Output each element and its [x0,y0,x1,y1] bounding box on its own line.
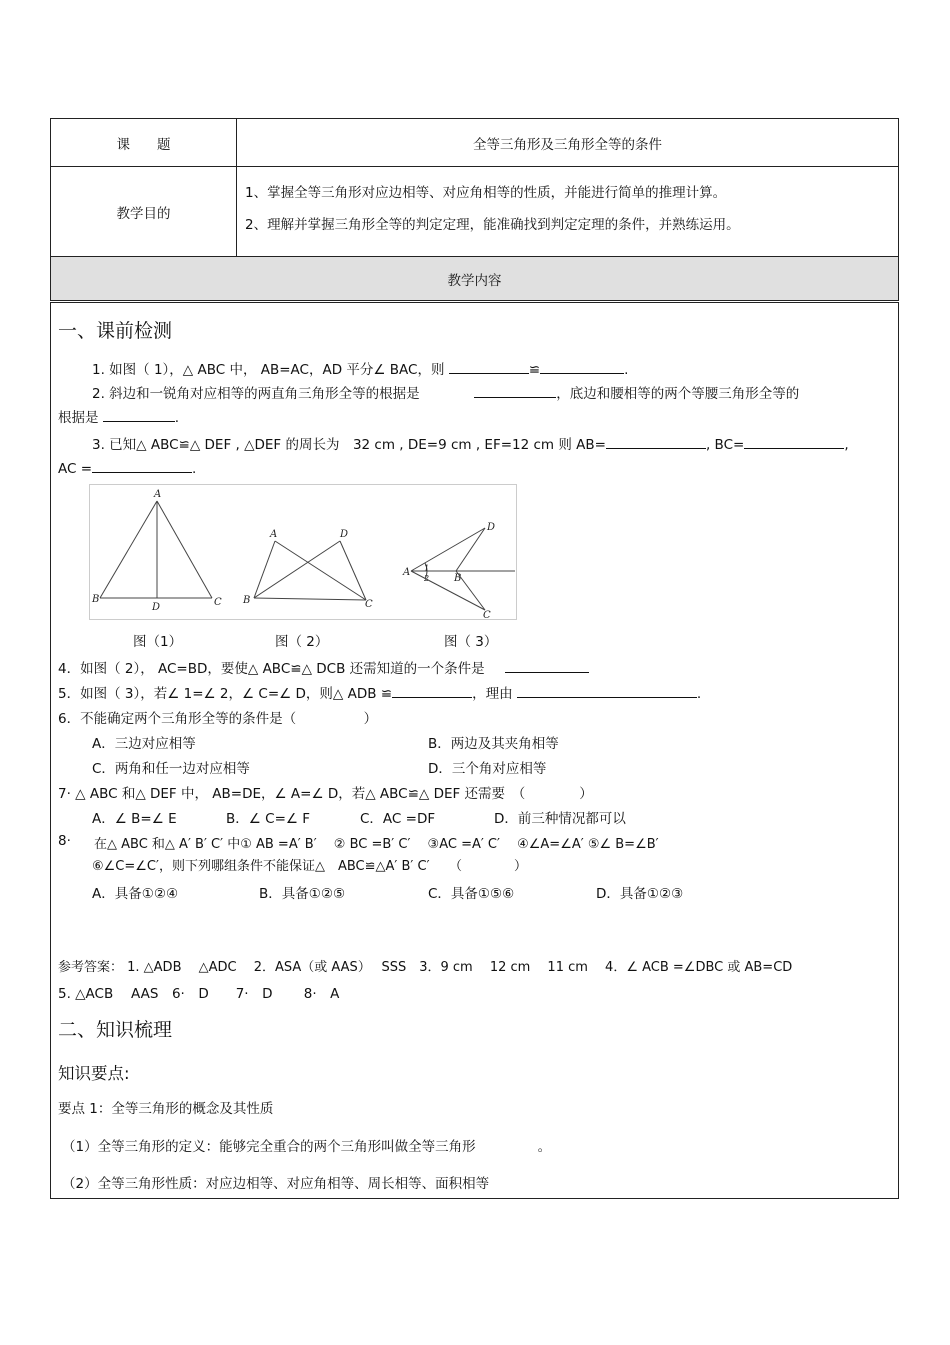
question-2: 2. 斜边和一锐角对应相等的两直角三角形全等的根据是 ，底边和腰相等的两个等腰三角形全等的 [92,386,800,402]
question-6: 6．不能确定两个三角形全等的条件是（ ） [58,711,378,727]
answer-blank [540,360,624,374]
q8-number: 8· [58,833,71,849]
answer-key-line-2: 5. △ACB AAS 6· D 7· D 8· A [58,986,340,1002]
topic-value: 全等三角形及三角形全等的条件 [237,119,899,167]
fig3-label-d: D [487,522,496,533]
goal-list [237,167,899,257]
fig3-label-2: 2 [424,574,430,583]
question-2-cont: 根据是 . [58,410,180,426]
geometry-figures [90,485,517,620]
q7-option-b: B．∠ C=∠ F [226,811,311,827]
section1-title: 一、课前检测 [58,320,173,342]
q8-option-b: B．具备①②⑤ [259,886,346,902]
topic-label: 课 题 [51,119,237,167]
q8-option-c: C．具备①⑤⑥ [428,886,515,902]
figures-box [89,484,517,620]
q8-option-d: D．具备①②③ [596,886,684,902]
q8-option-a: A．具备①②④ [92,886,179,902]
goal-item: 1、掌握全等三角形对应边相等、对应角相等的性质，并能进行简单的推理计算。 [245,184,727,201]
fig1-label-a: A [154,489,162,500]
question-8: 在△ ABC 和△ A′ B′ C′ 中① AB =A′ B′ ② BC =B′ C′ ③AC =A′ C′ ④∠A=∠A′ ⑤∠ B=∠B′ [94,837,659,852]
answer-blank [474,384,556,398]
figure-1 [100,501,212,598]
q6-option-a: A．三边对应相等 [92,736,196,752]
key-point-1: 要点 1：全等三角形的概念及其性质 [58,1101,274,1117]
q7-option-a: A．∠ B=∠ E [92,811,177,827]
answer-blank [449,360,529,374]
figure-3-caption: 图（ 3） [444,634,498,650]
fig2-label-b: B [243,595,251,606]
fig1-label-d: D [152,602,161,613]
answer-blank [606,435,706,449]
fig3-label-b: B [454,573,462,584]
question-3: 3. 已知△ ABC≌△ DEF , △DEF 的周长为 32 cm , DE=9 cm , EF=12 cm 则 AB= , BC= , [92,437,849,453]
goal-item: 2、理解并掌握三角形全等的判定定理，能准确找到判定定理的条件，并熟练运用。 [245,216,740,233]
fig1-label-b: B [92,594,100,605]
question-3-cont: AC = . [58,461,197,477]
answer-blank [517,684,697,698]
figure-1-caption: 图（1） [133,634,183,650]
fig3-label-a: A [403,567,411,578]
question-1: 1. 如图（ 1），△ ABC 中， AB=AC，AD 平分∠ BAC，则 ≌ . [92,362,629,378]
goal-label: 教学目的 [51,167,237,257]
fig1-label-c: C [214,597,222,608]
fig3-label-1: 1 [424,564,430,573]
question-4: 4．如图（ 2）， AC=BD，要使△ ABC≌△ DCB 还需知道的一个条件是 [58,657,589,677]
fig2-label-d: D [340,529,349,540]
section2-title: 二、知识梳理 [58,1019,173,1041]
answer-blank [505,659,589,673]
answer-blank [392,684,472,698]
content-label: 教学内容 [51,257,899,301]
question-8-cont: ⑥∠C=∠C′，则下列哪组条件不能保证△ ABC≌△A′ B′ C′ （ ） [92,859,528,874]
q6-option-c: C．两角和任一边对应相等 [92,761,250,777]
fig2-label-c: C [365,599,373,610]
q6-option-b: B．两边及其夹角相等 [428,736,559,752]
definition-line: （1）全等三角形的定义：能够完全重合的两个三角形叫做全等三角形 。 [62,1139,552,1155]
q7-option-d: D．前三种情况都可以 [494,811,626,827]
fig3-label-c: C [483,610,491,620]
figure-2-caption: 图（ 2） [275,634,329,650]
answer-key-line-1: 参考答案： 1. △ADB △ADC 2．ASA（或 AAS） SSS 3．9 cm 12 cm 11 cm 4．∠ ACB =∠DBC 或 AB=CD [58,960,793,975]
answer-blank [92,459,192,473]
question-5: 5．如图（ 3），若∠ 1=∠ 2，∠ C=∠ D，则△ ADB ≌ ，理由 . [58,686,702,702]
answer-blank [744,435,844,449]
knowledge-subtitle: 知识要点: [58,1064,130,1083]
fig2-label-a: A [270,529,278,540]
answer-blank [103,408,175,422]
property-line: （2）全等三角形性质：对应边相等、对应角相等、周长相等、面积相等 [62,1176,490,1192]
q7-option-c: C．AC =DF [360,811,436,827]
lesson-header-table [50,118,899,301]
figure-2 [254,541,366,600]
q6-option-d: D．三个角对应相等 [428,761,547,777]
question-7: 7· △ ABC 和△ DEF 中， AB=DE，∠ A=∠ D，若△ ABC≌△ DEF 还需要 （ ） [58,786,593,802]
